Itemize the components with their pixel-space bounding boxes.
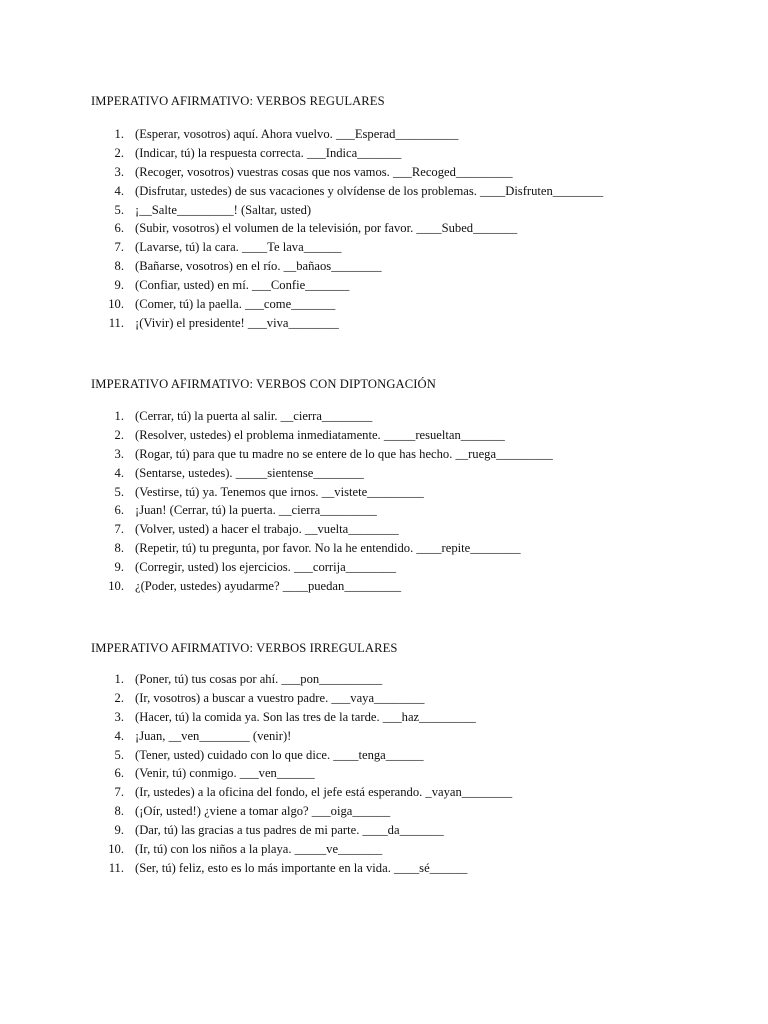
item-text: (Indicar, tú) la respuesta correcta. ___Indica_______	[135, 145, 402, 160]
item-text: (Rogar, tú) para que tu madre no se entere de lo que has hecho. __ruega_________	[135, 446, 553, 461]
item-text: (¡Oír, usted!) ¿viene a tomar algo? ___oiga______	[135, 804, 391, 819]
section-heading: IMPERATIVO AFIRMATIVO: VERBOS IRREGULARES	[91, 641, 398, 655]
item-text: (Dar, tú) las gracias a tus padres de mi parte. ____da_______	[135, 823, 444, 838]
item-number: 2.	[114, 427, 124, 442]
item-number: 2.	[114, 145, 124, 160]
item-text: (Confiar, usted) en mí. ___Confie_______	[135, 278, 350, 293]
item-text: (Lavarse, tú) la cara. ____Te lava______	[135, 240, 342, 255]
item-number: 9.	[114, 560, 124, 575]
item-number: 2.	[114, 690, 124, 705]
item-number: 5.	[114, 484, 124, 499]
item-number: 10.	[108, 297, 124, 312]
item-number: 6.	[114, 766, 124, 781]
section-regular-verbs	[91, 92, 751, 330]
item-number: 9.	[114, 278, 124, 293]
item-number: 6.	[114, 221, 124, 236]
item-number: 10.	[108, 579, 124, 594]
item-number: 5.	[114, 747, 124, 762]
item-number: 7.	[114, 785, 124, 800]
item-text: (Vestirse, tú) ya. Tenemos que irnos. __vistete_________	[135, 484, 424, 499]
section-heading: IMPERATIVO AFIRMATIVO: VERBOS CON DIPTONGACIÓN	[91, 377, 436, 391]
item-text: (Cerrar, tú) la puerta al salir. __cierra________	[135, 409, 373, 423]
item-number: 3.	[114, 709, 124, 724]
item-text: (Ir, vosotros) a buscar a vuestro padre. ___vaya________	[135, 690, 425, 705]
item-number: 4.	[114, 465, 124, 480]
item-text: ¿(Poder, ustedes) ayudarme? ____puedan_________	[135, 579, 401, 594]
item-text: (Bañarse, vosotros) en el río. __bañaos________	[135, 259, 382, 274]
item-number: 1.	[114, 672, 124, 686]
section-heading: IMPERATIVO AFIRMATIVO: VERBOS REGULARES	[91, 94, 385, 108]
item-text: (Hacer, tú) la comida ya. Son las tres de la tarde. ___haz_________	[135, 709, 476, 724]
item-number: 4.	[114, 728, 124, 743]
item-number: 6.	[114, 503, 124, 518]
section-diphthong-verbs	[91, 375, 751, 594]
item-number: 4.	[114, 183, 124, 198]
item-text: ¡(Vivir) el presidente! ___viva________	[135, 315, 339, 330]
item-number: 3.	[114, 164, 124, 179]
item-number: 5.	[114, 202, 124, 217]
item-number: 1.	[114, 127, 124, 141]
item-number: 11.	[108, 860, 124, 875]
item-text: (Subir, vosotros) el volumen de la televisión, por favor. ____Subed_______	[135, 221, 518, 236]
item-text: ¡Juan, __ven________ (venir)!	[135, 728, 292, 743]
item-number: 7.	[114, 240, 124, 255]
item-number: 8.	[114, 804, 124, 819]
item-text: (Volver, usted) a hacer el trabajo. __vuelta________	[135, 522, 399, 537]
item-number: 8.	[114, 541, 124, 556]
item-text: (Corregir, usted) los ejercicios. ___corrija________	[135, 560, 397, 575]
item-number: 7.	[114, 522, 124, 537]
item-text: (Poner, tú) tus cosas por ahí. ___pon__________	[135, 672, 383, 686]
item-number: 10.	[108, 842, 124, 857]
section-irregular-verbs	[91, 639, 751, 875]
item-text: ¡Juan! (Cerrar, tú) la puerta. __cierra_________	[135, 503, 377, 518]
item-text: (Resolver, ustedes) el problema inmediatamente. _____resueltan_______	[135, 427, 505, 442]
item-text: (Repetir, tú) tu pregunta, por favor. No la he entendido. ____repite________	[135, 541, 521, 556]
item-text: (Venir, tú) conmigo. ___ven______	[135, 766, 315, 781]
item-text: (Disfrutar, ustedes) de sus vacaciones y olvídense de los problemas. ____Disfruten________	[135, 183, 604, 198]
item-number: 3.	[114, 446, 124, 461]
item-text: (Comer, tú) la paella. ___come_______	[135, 297, 336, 312]
item-text: (Ser, tú) feliz, esto es lo más importante en la vida. ____sé______	[135, 860, 468, 875]
item-text: (Esperar, vosotros) aquí. Ahora vuelvo. ___Esperad__________	[135, 127, 459, 141]
item-text: ¡__Salte_________! (Saltar, usted)	[135, 202, 312, 217]
item-number: 9.	[114, 823, 124, 838]
item-text: (Recoger, vosotros) vuestras cosas que nos vamos. ___Recoged_________	[135, 164, 513, 179]
item-number: 8.	[114, 259, 124, 274]
item-text: (Ir, ustedes) a la oficina del fondo, el jefe está esperando. _vayan________	[135, 785, 513, 800]
item-text: (Ir, tú) con los niños a la playa. _____ve_______	[135, 842, 383, 857]
item-number: 11.	[108, 315, 124, 330]
item-text: (Tener, usted) cuidado con lo que dice. ____tenga______	[135, 747, 424, 762]
item-text: (Sentarse, ustedes). _____sientense________	[135, 465, 364, 480]
item-number: 1.	[114, 409, 124, 423]
